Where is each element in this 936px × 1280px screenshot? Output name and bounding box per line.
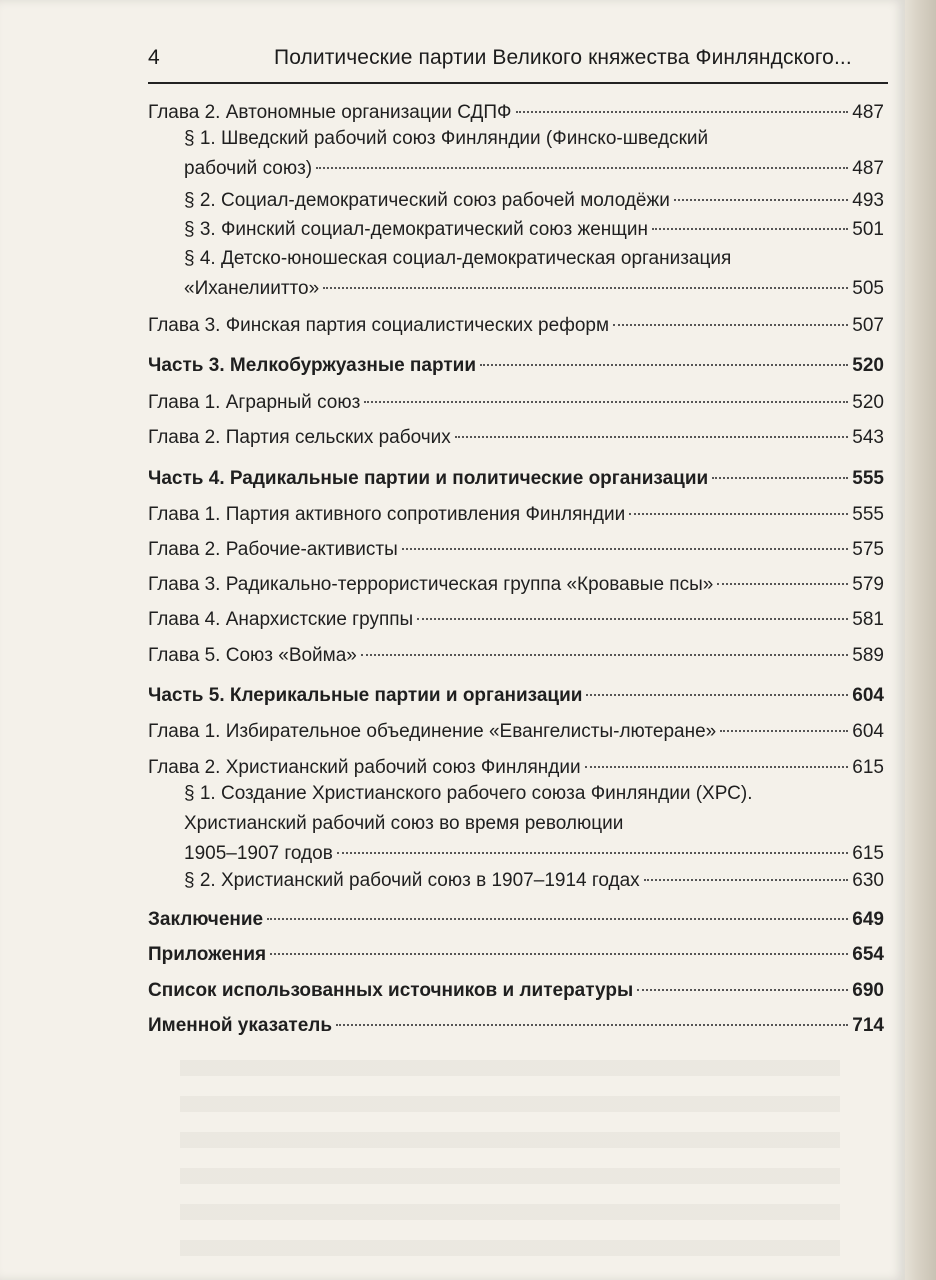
toc-entry-page: 630: [852, 870, 884, 891]
toc-entry-title: Глава 1. Аграрный союз: [148, 392, 361, 413]
header-rule: [148, 82, 888, 84]
toc-entry-title: Глава 3. Радикально-террористическая группа «Кровавые псы»: [148, 574, 714, 595]
toc-entry-page: 615: [852, 757, 884, 778]
leader-dots: [652, 228, 848, 230]
toc-entry-page: 649: [852, 909, 884, 930]
leader-dots: [712, 477, 848, 479]
toc-entry-title: Глава 3. Финская партия социалистических реформ: [148, 315, 610, 336]
leader-dots: [337, 852, 849, 854]
running-header: [148, 44, 888, 76]
leader-dots: [717, 583, 848, 585]
toc-entry-title-line2: «Иханелиитто»: [184, 278, 320, 299]
toc-entry-section[interactable]: [148, 186, 884, 216]
toc-entry-page: 520: [852, 392, 884, 413]
leader-dots: [637, 989, 848, 991]
toc-entry-page: 501: [852, 219, 884, 240]
toc-entry-backmatter[interactable]: [148, 1011, 884, 1041]
toc-entry-title-line2: рабочий союз): [184, 158, 313, 179]
toc-entry-page: 487: [852, 158, 884, 179]
leader-dots: [480, 364, 848, 366]
toc-entry-title-line3: 1905–1907 годов: [184, 843, 333, 864]
toc-entry-page: 579: [852, 574, 884, 595]
toc-entry-backmatter[interactable]: [148, 905, 884, 935]
page-number: 4: [148, 46, 160, 69]
toc-entry-page: 604: [852, 721, 884, 742]
leader-dots: [270, 953, 848, 955]
toc-entry-title: Заключение: [148, 909, 264, 930]
toc-entry-title: Часть 5. Клерикальные партии и организации: [148, 685, 583, 706]
toc-entry-chapter[interactable]: [148, 535, 884, 565]
leader-dots: [516, 111, 849, 113]
toc-entry-backmatter[interactable]: [148, 976, 884, 1006]
toc-entry-page: 555: [852, 504, 884, 525]
toc-entry-page: 690: [852, 980, 884, 1001]
toc-entry-page: 555: [852, 468, 884, 489]
toc-entry-title: Приложения: [148, 944, 267, 965]
toc-entry-title: Глава 2. Христианский рабочий союз Финляндии: [148, 757, 581, 778]
toc-entry-page: 654: [852, 944, 884, 965]
toc-entry-chapter[interactable]: [148, 605, 884, 635]
toc-entry-page: 507: [852, 315, 884, 336]
toc-entry-title: Часть 3. Мелкобуржуазные партии: [148, 355, 477, 376]
leader-dots: [323, 287, 848, 289]
toc-entry-section[interactable]: [148, 215, 884, 245]
leader-dots: [613, 324, 848, 326]
toc-entry-title: Глава 2. Партия сельских рабочих: [148, 427, 451, 448]
toc-entry-page: 487: [852, 102, 884, 123]
leader-dots: [336, 1024, 848, 1026]
toc-entry-section[interactable]: [148, 244, 884, 304]
toc-entry-title: Часть 4. Радикальные партии и политические организации: [148, 468, 709, 489]
toc-entry-part[interactable]: [148, 351, 884, 381]
toc-entry-part[interactable]: [148, 681, 884, 711]
leader-dots: [585, 766, 849, 768]
leader-dots: [644, 879, 849, 881]
leader-dots: [720, 730, 848, 732]
toc-entry-part[interactable]: [148, 464, 884, 494]
leader-dots: [629, 513, 848, 515]
toc-entry-page: 714: [852, 1015, 884, 1036]
toc-entry-chapter[interactable]: [148, 423, 884, 453]
toc-entry-section[interactable]: [148, 124, 884, 184]
toc-entry-chapter[interactable]: [148, 570, 884, 600]
toc-entry-title: § 2. Христианский рабочий союз в 1907–1914 годах: [184, 870, 640, 891]
show-through-shadow: [180, 1060, 840, 1260]
leader-dots: [455, 436, 849, 438]
toc-entry-title-line1: § 1. Шведский рабочий союз Финляндии (Финско-шведский: [184, 128, 709, 149]
toc-entry-page: 493: [852, 190, 884, 211]
toc-entry-backmatter[interactable]: [148, 940, 884, 970]
toc-entry-chapter[interactable]: [148, 641, 884, 671]
toc-entry-title-line1: § 4. Детско-юношеская социал-демократическая организация: [184, 248, 732, 269]
leader-dots: [417, 618, 848, 620]
toc-entry-title: Глава 5. Союз «Войма»: [148, 645, 357, 666]
leader-dots: [361, 654, 848, 656]
leader-dots: [586, 694, 848, 696]
toc-entry-page: 520: [852, 355, 884, 376]
toc-entry-title: Глава 2. Рабочие-активисты: [148, 539, 398, 560]
toc-entry-page: 604: [852, 685, 884, 706]
toc-entry-page: 543: [852, 427, 884, 448]
toc-entry-title: Именной указатель: [148, 1015, 333, 1036]
toc-entry-chapter[interactable]: [148, 717, 884, 747]
toc-entry-page: 589: [852, 645, 884, 666]
toc-entry-title: Глава 2. Автономные организации СДПФ: [148, 102, 512, 123]
toc-entry-page: 505: [852, 278, 884, 299]
toc-entry-chapter[interactable]: [148, 388, 884, 418]
leader-dots: [402, 548, 849, 550]
toc-entry-page: 615: [852, 843, 884, 864]
leader-dots: [674, 199, 848, 201]
toc-entry-title: Список использованных источников и литературы: [148, 980, 634, 1001]
toc-entry-section[interactable]: [148, 866, 884, 896]
toc-entry-section[interactable]: [148, 779, 884, 869]
page-edge-shadow: [905, 0, 936, 1280]
toc-entry-chapter[interactable]: [148, 500, 884, 530]
toc-entry-title-line2: Христианский рабочий союз во время революции: [184, 813, 624, 834]
toc-entry-title: § 2. Социал-демократический союз рабочей молодёжи: [184, 190, 670, 211]
toc-entry-title: § 3. Финский социал-демократический союз женщин: [184, 219, 649, 240]
toc-entry-page: 575: [852, 539, 884, 560]
toc-entry-title: Глава 1. Избирательное объединение «Евангелисты-лютеране»: [148, 721, 717, 742]
leader-dots: [364, 401, 848, 403]
leader-dots: [316, 167, 848, 169]
leader-dots: [267, 918, 848, 920]
running-title: Политические партии Великого княжества Финляндского...: [274, 46, 852, 69]
toc-entry-title: Глава 1. Партия активного сопротивления Финляндии: [148, 504, 626, 525]
toc-entry-title-line1: § 1. Создание Христианского рабочего союза Финляндии (ХРС).: [184, 783, 753, 804]
toc-entry-chapter[interactable]: [148, 311, 884, 341]
toc-entry-title: Глава 4. Анархистские группы: [148, 609, 414, 630]
toc-entry-page: 581: [852, 609, 884, 630]
